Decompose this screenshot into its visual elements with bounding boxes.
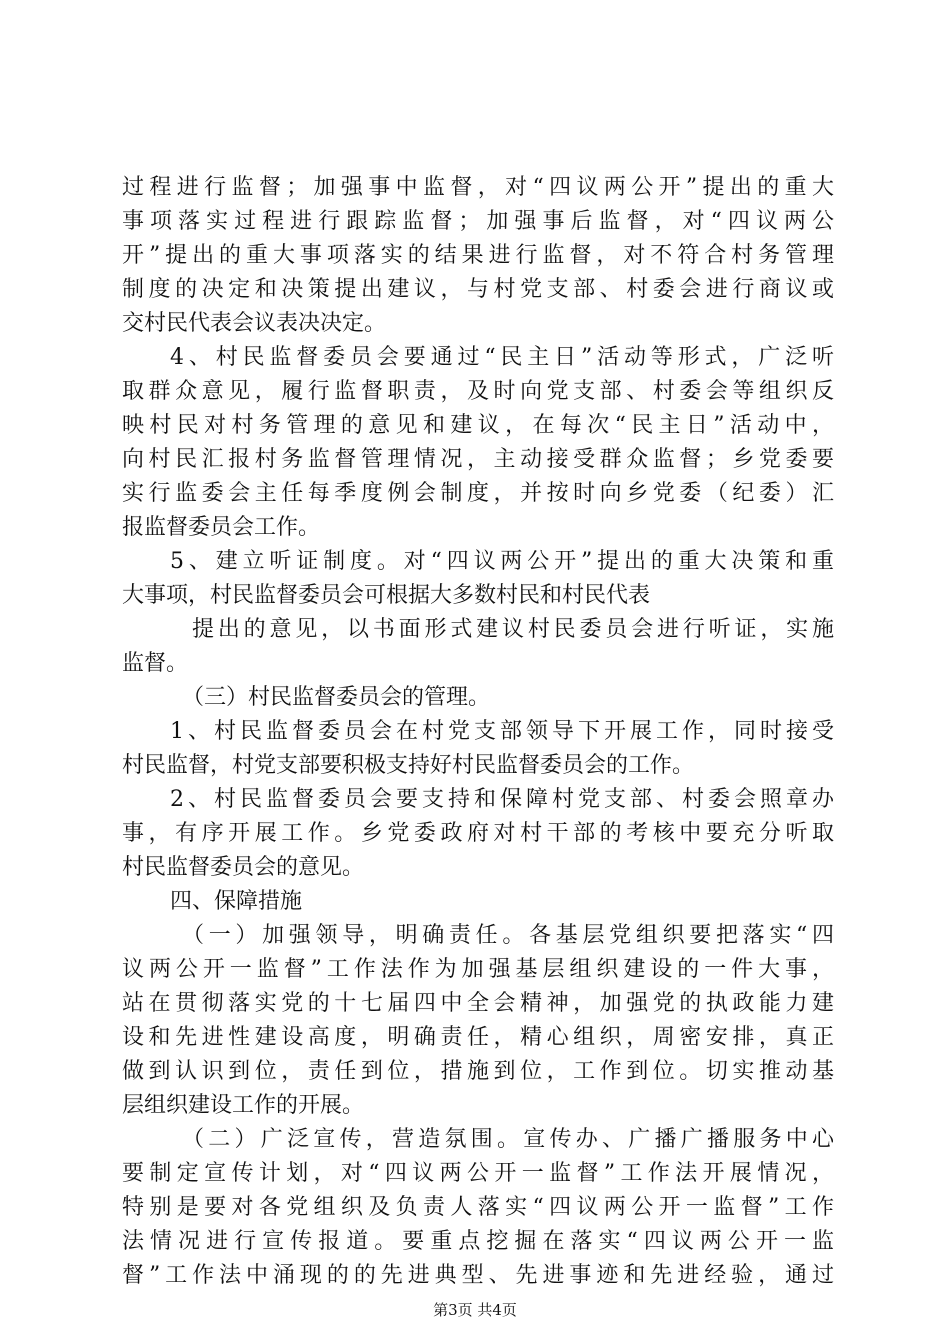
paragraph-line: 特别是要对各党组织及负责人落实“四议两公开一监督”工作: [122, 1195, 834, 1220]
paragraph-line: 大事项，村民监督委员会可根据大多数村民和村民代表: [122, 583, 651, 608]
paragraph-line: 监督。: [122, 651, 189, 676]
paragraph-line: 村民监督，村党支部要积极支持好村民监督委员会的工作。: [122, 753, 695, 778]
paragraph-line: 报监督委员会工作。: [122, 515, 321, 540]
paragraph-line: 过程进行监督；加强事中监督，对“四议两公开”提出的重大: [122, 175, 834, 200]
paragraph-line: 开”提出的重大事项落实的结果进行监督，对不符合村务管理: [122, 243, 834, 268]
paragraph-line: 交村民代表会议表决决定。: [122, 311, 387, 336]
paragraph-line: 村民监督委员会的意见。: [122, 855, 365, 880]
paragraph-line: 4、村民监督委员会要通过“民主日”活动等形式，广泛听: [170, 345, 834, 370]
paragraph-line: （一）加强领导，明确责任。各基层党组织要把落实“四: [182, 923, 834, 948]
section-heading: 四、保障措施: [170, 889, 303, 914]
paragraph-line: 督”工作法中涌现的的先进典型、先进事迹和先进经验，通过: [122, 1263, 834, 1288]
paragraph-line: 做到认识到位，责任到位，措施到位，工作到位。切实推动基: [122, 1059, 834, 1084]
paragraph-line: 制度的决定和决策提出建议，与村党支部、村委会进行商议或: [122, 277, 834, 302]
paragraph-line: 层组织建设工作的开展。: [122, 1093, 365, 1118]
paragraph-line: 向村民汇报村务监督管理情况，主动接受群众监督；乡党委要: [122, 447, 834, 472]
paragraph-line: 取群众意见，履行监督职责，及时向党支部、村委会等组织反: [122, 379, 834, 404]
paragraph-line: 事，有序开展工作。乡党委政府对村干部的考核中要充分听取: [122, 821, 834, 846]
page-footer: 第3页 共4页: [433, 1301, 517, 1319]
paragraph-line: 实行监委会主任每季度例会制度，并按时向乡党委（纪委）汇: [122, 481, 834, 506]
paragraph-line: 1、村民监督委员会在村党支部领导下开展工作，同时接受: [170, 719, 834, 744]
paragraph-line: 2、村民监督委员会要支持和保障村党支部、村委会照章办: [170, 787, 834, 812]
paragraph-line: 提出的意见，以书面形式建议村民委员会进行听证，实施: [192, 617, 834, 642]
paragraph-line: 5、建立听证制度。对“四议两公开”提出的重大决策和重: [170, 549, 834, 574]
section-heading: （三）村民监督委员会的管理。: [182, 685, 491, 710]
paragraph-line: 映村民对村务管理的意见和建议，在每次“民主日”活动中，: [122, 413, 834, 438]
paragraph-line: 设和先进性建设高度，明确责任，精心组织，周密安排，真正: [122, 1025, 834, 1050]
paragraph-line: 要制定宣传计划，对“四议两公开一监督”工作法开展情况，: [122, 1161, 834, 1186]
paragraph-line: 法情况进行宣传报道。要重点挖掘在落实“四议两公开一监: [122, 1229, 834, 1254]
paragraph-line: 议两公开一监督”工作法作为加强基层组织建设的一件大事，: [122, 957, 834, 982]
paragraph-line: （二）广泛宣传，营造氛围。宣传办、广播广播服务中心: [182, 1127, 834, 1152]
paragraph-line: 站在贯彻落实党的十七届四中全会精神，加强党的执政能力建: [122, 991, 834, 1016]
paragraph-line: 事项落实过程进行跟踪监督；加强事后监督，对“四议两公: [122, 209, 834, 234]
